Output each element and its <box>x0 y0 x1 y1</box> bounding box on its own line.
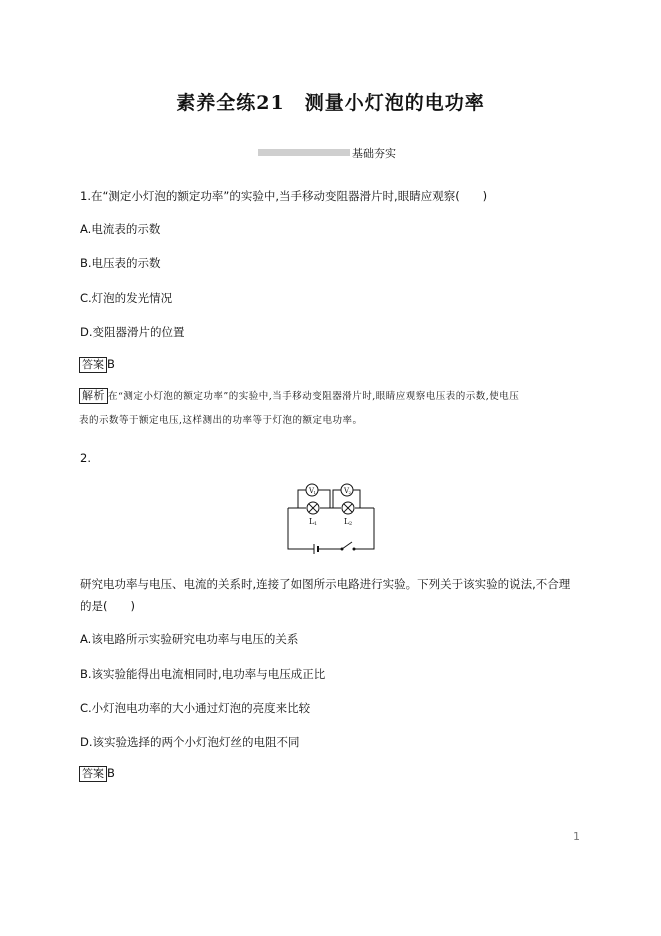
q1-option-a: A.电流表的示数 <box>80 222 161 236</box>
voltmeter-1-icon <box>306 484 318 496</box>
q2-answer-value: B <box>107 766 115 780</box>
q1-answer-row <box>79 357 115 373</box>
q1-analysis-line1 <box>79 385 519 408</box>
circuit-diagram <box>284 478 380 554</box>
q2-option-a: A.该电路所示实验研究电功率与电压的关系 <box>80 632 299 646</box>
q2-answer-row <box>79 766 115 782</box>
voltmeter-2-icon <box>341 484 353 496</box>
circuit-wire-left <box>288 508 314 549</box>
q1-stem: 1.在“测定小灯泡的额定功率”的实验中,当手移动变阻器滑片时,眼睛应观察( ) <box>80 189 488 203</box>
q2-option-d: D.该实验选择的两个小灯泡灯丝的电阻不同 <box>80 735 300 749</box>
q1-analysis-text1: 在“测定小灯泡的额定功率”的实验中,当手移动变阻器滑片时,眼睛应观察电压表的示数,使电压 <box>108 391 520 402</box>
switch-icon <box>341 542 355 550</box>
q2-number: 2. <box>80 451 91 465</box>
q2-stem-line1: 研究电功率与电压、电流的关系时,连接了如图所示电路进行实验。下列关于该实验的说法,不合理 <box>80 577 571 591</box>
q1-option-b: B.电压表的示数 <box>80 256 161 270</box>
lamp-1-label: L <box>309 517 315 526</box>
q1-option-d: D.变阻器滑片的位置 <box>80 325 185 339</box>
voltmeter-1-sub: 1 <box>313 490 317 495</box>
circuit-wire-right <box>354 508 374 549</box>
battery-icon <box>314 544 318 554</box>
lamp-1-icon <box>307 502 319 514</box>
lamp-1-sub: 1 <box>314 521 318 527</box>
section-bar <box>258 149 350 156</box>
q2-stem-line2: 的是( ) <box>80 599 135 613</box>
voltmeter-2-label: V <box>344 487 350 495</box>
q2-option-b: B.该实验能得出电流相同时,电功率与电压成正比 <box>80 667 326 681</box>
lamp-2-label: L <box>344 517 350 526</box>
q2-option-c: C.小灯泡电功率的大小通过灯泡的亮度来比较 <box>80 701 311 715</box>
q1-answer-value: B <box>107 357 115 371</box>
q1-answer-label: 答案 <box>79 357 107 373</box>
lamp-2-icon <box>342 502 354 514</box>
voltmeter-2-sub: 2 <box>348 490 352 495</box>
lamp-2-sub: 2 <box>349 521 353 527</box>
q1-option-c: C.灯泡的发光情况 <box>80 291 173 305</box>
q2-answer-label: 答案 <box>79 766 107 782</box>
voltmeter-1-label: V <box>309 487 315 495</box>
page-number: 1 <box>573 830 580 843</box>
q1-analysis-line2: 表的示数等于额定电压,这样测出的功率等于灯泡的额定电功率。 <box>79 415 363 426</box>
page-title: 素养全练21 测量小灯泡的电功率 <box>176 92 485 114</box>
q1-analysis-label: 解析 <box>79 388 108 404</box>
section-label: 基础夯实 <box>352 147 396 160</box>
